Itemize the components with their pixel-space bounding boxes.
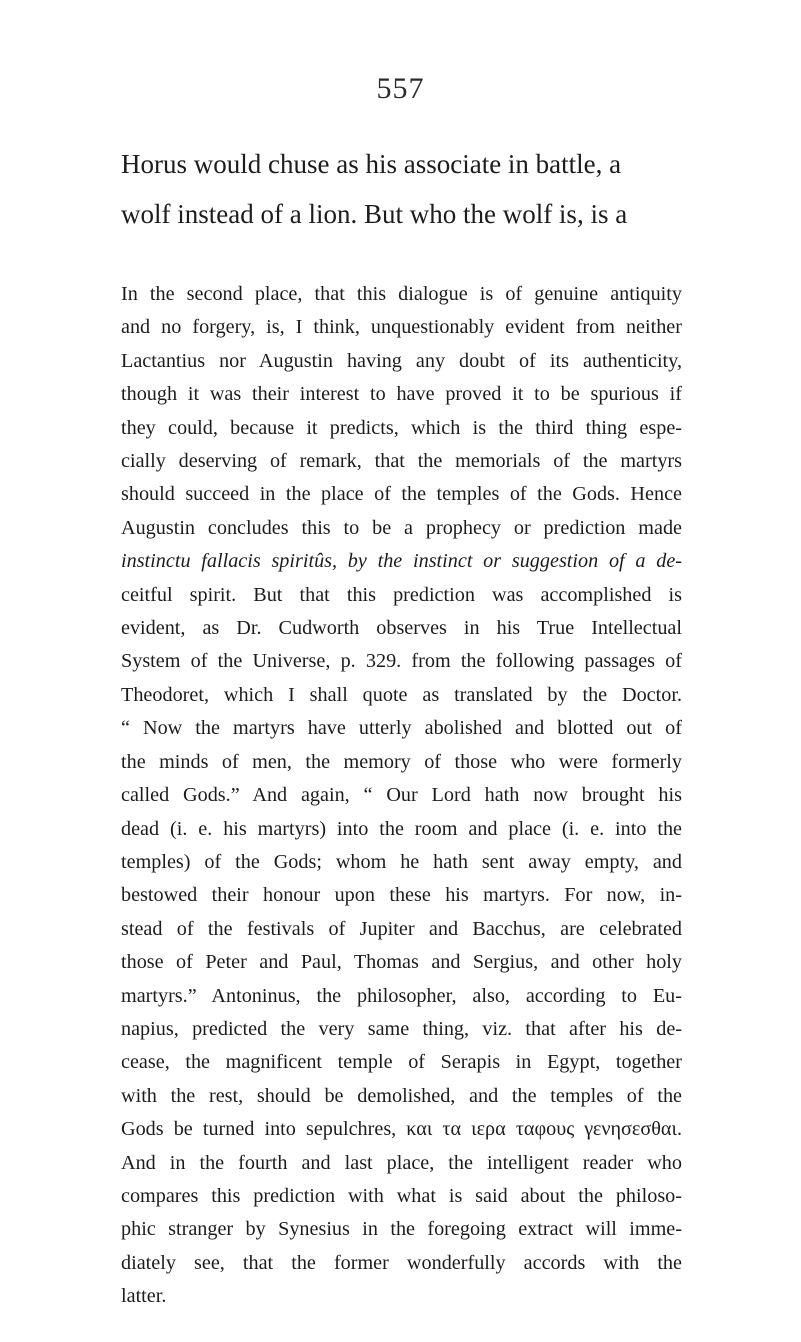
body-line-greek: Gods be turned into sepulchres, και τα ιερα ταφους γενησεσθαι.	[121, 1118, 682, 1141]
body-line: bestowed their honour upon these his martyrs. For now, in-	[121, 884, 682, 907]
body-line: martyrs.” Antoninus, the philosopher, also, according to Eu-	[121, 984, 682, 1007]
body-line: evident, as Dr. Cudworth observes in his True Intellectual	[121, 617, 682, 640]
top-text-line: Horus would chuse as his associate in battle, a	[121, 149, 622, 179]
body-paragraph	[121, 278, 682, 1314]
body-line: And in the fourth and last place, the intelligent reader who	[121, 1151, 682, 1174]
body-line: Lactantius nor Augustin having any doubt of its authenticity,	[121, 349, 682, 372]
body-line: they could, because it predicts, which is the third thing espe-	[121, 416, 682, 439]
body-line: napius, predicted the very same thing, viz. that after his de-	[121, 1017, 682, 1040]
body-line: those of Peter and Paul, Thomas and Sergius, and other holy	[121, 951, 682, 974]
body-line: diately see, that the former wonderfully accords with the	[121, 1251, 682, 1274]
body-line: compares this prediction with what is said about the philoso-	[121, 1184, 682, 1207]
body-line: dead (i. e. his martyrs) into the room and place (i. e. into the	[121, 817, 682, 840]
top-text-line: wolf instead of a lion. But who the wolf is, is a	[121, 199, 628, 229]
page-number: 557	[376, 72, 425, 105]
body-line: temples) of the Gods; whom he hath sent away empty, and	[121, 850, 682, 873]
body-line: latter.	[121, 1285, 167, 1308]
top-text-block	[121, 139, 681, 239]
body-line: In the second place, that this dialogue is of genuine antiquity	[121, 283, 682, 305]
body-line: System of the Universe, p. 329. from the following passages of	[121, 650, 682, 673]
body-line: cially deserving of remark, that the memorials of the martyrs	[121, 450, 682, 473]
body-line: and no forgery, is, I think, unquestionably evident from neither	[121, 316, 682, 339]
body-line: cease, the magnificent temple of Serapis in Egypt, together	[121, 1051, 682, 1074]
body-line: with the rest, should be demolished, and the temples of the	[121, 1084, 682, 1107]
body-line: the minds of men, the memory of those who were formerly	[121, 750, 682, 773]
body-line: should succeed in the place of the temples of the Gods. Hence	[121, 483, 682, 506]
body-line: “ Now the martyrs have utterly abolished and blotted out of	[121, 717, 682, 740]
body-line: Theodoret, which I shall quote as translated by the Doctor.	[121, 683, 682, 706]
body-line: phic stranger by Synesius in the foregoing extract will imme-	[121, 1218, 682, 1241]
body-line: Augustin concludes this to be a prophecy or prediction made	[121, 516, 682, 539]
body-line: though it was their interest to have proved it to be spurious if	[121, 383, 682, 406]
body-line-italic: instinctu fallacis spiritûs, by the instinct or suggestion of a de-	[121, 550, 682, 573]
body-line: ceitful spirit. But that this prediction was accomplished is	[121, 583, 682, 606]
body-line: stead of the festivals of Jupiter and Bacchus, are celebrated	[121, 917, 682, 940]
body-line: called Gods.” And again, “ Our Lord hath now brought his	[121, 784, 682, 807]
